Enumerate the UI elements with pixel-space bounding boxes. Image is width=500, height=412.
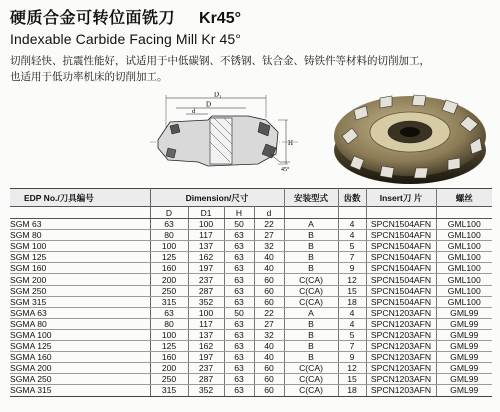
- cell-d1: 137: [188, 329, 224, 340]
- cell-h: 63: [224, 329, 254, 340]
- dim-d-small-label: d: [192, 108, 196, 115]
- cell-insert: SPCN1504AFN: [366, 263, 436, 274]
- cell-mount: B: [284, 329, 338, 340]
- cell-insert: SPCN1504AFN: [366, 219, 436, 230]
- table-row: [10, 363, 492, 374]
- table-row: [10, 374, 492, 385]
- header-dimension: Dimension/尺寸: [150, 189, 284, 207]
- table-row: [10, 219, 492, 230]
- subheader-d-small: d: [254, 207, 284, 219]
- cell-insert: SPCN1203AFN: [366, 352, 436, 363]
- cell-teeth: 9: [338, 352, 366, 363]
- cell-edp: SGM 200: [10, 274, 150, 285]
- cell-edp: SGM 63: [10, 219, 150, 230]
- cell-insert: SPCN1203AFN: [366, 307, 436, 318]
- cell-edp: SGMA 250: [10, 374, 150, 385]
- cell-d-small: 32: [254, 241, 284, 252]
- cell-d-small: 60: [254, 363, 284, 374]
- header-mount: 安装型式: [284, 189, 338, 207]
- cell-d: 200: [150, 274, 188, 285]
- cell-d-small: 60: [254, 285, 284, 296]
- cell-h: 63: [224, 230, 254, 241]
- cell-teeth: 4: [338, 318, 366, 329]
- cell-mount: B: [284, 352, 338, 363]
- dim-d1-label: D₁: [214, 92, 222, 99]
- cell-d: 250: [150, 374, 188, 385]
- cell-d1: 237: [188, 274, 224, 285]
- cell-d-small: 22: [254, 219, 284, 230]
- cell-d1: 197: [188, 263, 224, 274]
- spec-table-body: [10, 219, 492, 397]
- cell-screw: GML99: [436, 385, 492, 396]
- cell-d-small: 22: [254, 307, 284, 318]
- dim-angle-label: 45°: [281, 167, 290, 173]
- cell-screw: GML99: [436, 307, 492, 318]
- cell-d-small: 60: [254, 274, 284, 285]
- cell-insert: SPCN1203AFN: [366, 341, 436, 352]
- technical-drawing: [148, 92, 300, 176]
- cell-d: 315: [150, 296, 188, 307]
- cell-edp: SGM 315: [10, 296, 150, 307]
- cell-mount: B: [284, 252, 338, 263]
- table-row: [10, 318, 492, 329]
- cell-teeth: 4: [338, 219, 366, 230]
- cell-teeth: 7: [338, 341, 366, 352]
- cell-mount: B: [284, 230, 338, 241]
- cell-d1: 100: [188, 219, 224, 230]
- cell-screw: GML100: [436, 296, 492, 307]
- table-row: [10, 329, 492, 340]
- cell-d1: 237: [188, 363, 224, 374]
- cell-d-small: 27: [254, 230, 284, 241]
- cell-d-small: 40: [254, 341, 284, 352]
- cell-teeth: 15: [338, 374, 366, 385]
- cell-mount: C(CA): [284, 363, 338, 374]
- cell-h: 63: [224, 285, 254, 296]
- table-row: [10, 296, 492, 307]
- cell-edp: SGM 160: [10, 263, 150, 274]
- cell-insert: SPCN1203AFN: [366, 329, 436, 340]
- cell-d1: 162: [188, 252, 224, 263]
- subheader-h: H: [224, 207, 254, 219]
- cell-d-small: 40: [254, 263, 284, 274]
- cell-h: 63: [224, 252, 254, 263]
- title-row: [10, 6, 241, 28]
- cell-screw: GML100: [436, 285, 492, 296]
- cell-edp: SGM 80: [10, 230, 150, 241]
- cell-screw: GML99: [436, 341, 492, 352]
- cell-d1: 287: [188, 374, 224, 385]
- cell-edp: SGM 125: [10, 252, 150, 263]
- cell-teeth: 12: [338, 363, 366, 374]
- subheader-empty: [366, 207, 436, 219]
- header-teeth: 齿数: [338, 189, 366, 207]
- table-row: [10, 241, 492, 252]
- cell-insert: SPCN1203AFN: [366, 363, 436, 374]
- cell-d: 63: [150, 219, 188, 230]
- cell-mount: A: [284, 307, 338, 318]
- cell-d1: 117: [188, 230, 224, 241]
- description-line-1: 切削轻快、抗震性能好，试适用于中低碳钢、不锈钢、钛合金、铸铁件等材料的切削加工，: [10, 55, 430, 67]
- cell-mount: B: [284, 318, 338, 329]
- cell-mount: C(CA): [284, 274, 338, 285]
- cell-edp: SGM 100: [10, 241, 150, 252]
- cell-screw: GML99: [436, 318, 492, 329]
- table-row: [10, 252, 492, 263]
- cell-edp: SGMA 100: [10, 329, 150, 340]
- subheader-empty: [338, 207, 366, 219]
- subheader-d1: D1: [188, 207, 224, 219]
- cell-screw: GML99: [436, 363, 492, 374]
- product-photo: [330, 88, 490, 188]
- cell-d1: 100: [188, 307, 224, 318]
- cell-teeth: 7: [338, 252, 366, 263]
- table-row: [10, 385, 492, 396]
- spec-table: [10, 188, 492, 397]
- table-row: [10, 230, 492, 241]
- cell-d: 100: [150, 241, 188, 252]
- cell-insert: SPCN1203AFN: [366, 385, 436, 396]
- cell-d-small: 60: [254, 296, 284, 307]
- cell-mount: B: [284, 263, 338, 274]
- cell-teeth: 18: [338, 296, 366, 307]
- cell-teeth: 5: [338, 241, 366, 252]
- cell-h: 50: [224, 307, 254, 318]
- cell-mount: A: [284, 219, 338, 230]
- table-row: [10, 341, 492, 352]
- header-edp: EDP No./刀具编号: [10, 189, 150, 207]
- cell-edp: SGMA 315: [10, 385, 150, 396]
- cell-screw: GML99: [436, 374, 492, 385]
- cell-teeth: 9: [338, 263, 366, 274]
- cell-h: 63: [224, 341, 254, 352]
- cell-h: 63: [224, 241, 254, 252]
- cell-edp: SGM 250: [10, 285, 150, 296]
- cell-d: 100: [150, 329, 188, 340]
- cell-d: 160: [150, 352, 188, 363]
- header-insert: Insert刀 片: [366, 189, 436, 207]
- cell-d: 200: [150, 363, 188, 374]
- cell-d: 160: [150, 263, 188, 274]
- cell-insert: SPCN1504AFN: [366, 285, 436, 296]
- cell-edp: SGMA 200: [10, 363, 150, 374]
- cell-d-small: 60: [254, 374, 284, 385]
- cell-screw: GML99: [436, 329, 492, 340]
- table-row: [10, 263, 492, 274]
- cell-d1: 287: [188, 285, 224, 296]
- cell-h: 63: [224, 363, 254, 374]
- cell-mount: C(CA): [284, 285, 338, 296]
- cell-mount: B: [284, 241, 338, 252]
- cell-h: 63: [224, 274, 254, 285]
- cell-insert: SPCN1203AFN: [366, 374, 436, 385]
- cell-d1: 117: [188, 318, 224, 329]
- cell-edp: SGMA 125: [10, 341, 150, 352]
- cell-mount: C(CA): [284, 374, 338, 385]
- table-row: [10, 352, 492, 363]
- cell-screw: GML100: [436, 274, 492, 285]
- cell-edp: SGMA 80: [10, 318, 150, 329]
- cell-h: 63: [224, 385, 254, 396]
- table-row: [10, 307, 492, 318]
- cell-h: 63: [224, 374, 254, 385]
- dim-d-label: D: [206, 100, 212, 109]
- page-subtitle: Indexable Carbide Facing Mill Kr 45°: [10, 31, 241, 47]
- cell-teeth: 4: [338, 307, 366, 318]
- cell-teeth: 18: [338, 385, 366, 396]
- cell-mount: C(CA): [284, 385, 338, 396]
- cell-screw: GML99: [436, 352, 492, 363]
- dim-h-label: H: [288, 139, 294, 147]
- subheader-empty: [284, 207, 338, 219]
- header-screw: 螺丝: [436, 189, 492, 207]
- cell-edp: SGMA 63: [10, 307, 150, 318]
- cell-mount: C(CA): [284, 296, 338, 307]
- cell-screw: GML100: [436, 263, 492, 274]
- cell-teeth: 12: [338, 274, 366, 285]
- cell-insert: SPCN1504AFN: [366, 230, 436, 241]
- cell-insert: SPCN1504AFN: [366, 296, 436, 307]
- subheader-empty: [436, 207, 492, 219]
- cell-teeth: 15: [338, 285, 366, 296]
- cell-h: 63: [224, 263, 254, 274]
- cell-h: 50: [224, 219, 254, 230]
- cell-d1: 352: [188, 296, 224, 307]
- cell-d: 80: [150, 230, 188, 241]
- cell-screw: GML100: [436, 252, 492, 263]
- cell-d: 250: [150, 285, 188, 296]
- table-row: [10, 274, 492, 285]
- description-line-2: 也适用于低功率机床的切削加工。: [10, 71, 168, 83]
- cell-d: 63: [150, 307, 188, 318]
- cell-d1: 197: [188, 352, 224, 363]
- subheader-blank: [10, 207, 150, 219]
- cell-teeth: 5: [338, 329, 366, 340]
- cell-insert: SPCN1203AFN: [366, 318, 436, 329]
- cell-h: 63: [224, 296, 254, 307]
- title-angle: Kr45°: [199, 10, 241, 27]
- subheader-d: D: [150, 207, 188, 219]
- table-row: [10, 285, 492, 296]
- cell-d: 80: [150, 318, 188, 329]
- cell-d-small: 60: [254, 385, 284, 396]
- cell-d1: 162: [188, 341, 224, 352]
- cell-d-small: 27: [254, 318, 284, 329]
- cell-screw: GML100: [436, 241, 492, 252]
- cell-d: 125: [150, 341, 188, 352]
- cell-screw: GML100: [436, 230, 492, 241]
- cell-h: 63: [224, 352, 254, 363]
- cell-d: 125: [150, 252, 188, 263]
- cell-insert: SPCN1504AFN: [366, 274, 436, 285]
- cell-mount: B: [284, 341, 338, 352]
- cell-insert: SPCN1504AFN: [366, 252, 436, 263]
- cell-teeth: 4: [338, 230, 366, 241]
- cell-insert: SPCN1504AFN: [366, 241, 436, 252]
- cell-d: 315: [150, 385, 188, 396]
- cell-d1: 352: [188, 385, 224, 396]
- cell-d-small: 32: [254, 329, 284, 340]
- cell-d-small: 40: [254, 252, 284, 263]
- cell-d-small: 40: [254, 352, 284, 363]
- cell-d1: 137: [188, 241, 224, 252]
- cell-h: 63: [224, 318, 254, 329]
- page-title: 硬质合金可转位面铣刀: [10, 10, 176, 27]
- cell-screw: GML100: [436, 219, 492, 230]
- cell-edp: SGMA 160: [10, 352, 150, 363]
